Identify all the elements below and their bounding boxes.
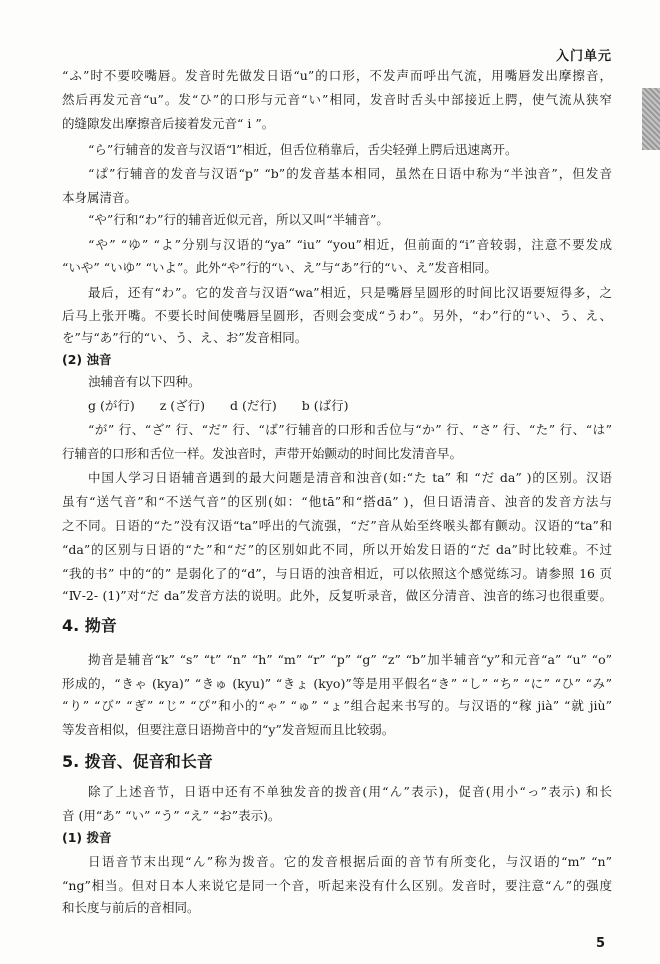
text-line: 拗音是辅音“k” “s” “t” “n” “h” “m” “r” “p” “g” “z” “b”加半辅音“y”和元音“a” “u” “o”	[88, 652, 612, 667]
text-line: を”与“あ”行的“い、う、え、お”发音相同。	[62, 330, 308, 345]
subsection-heading: (1) 拨音	[62, 830, 112, 845]
text-line: “ふ”时不要咬嘴唇。发音时先做发日语“u”的口形，不发声而呼出气流，用嘴唇发出摩擦音，	[62, 68, 612, 83]
text-line: “り” “び” “ぎ” “じ” “ぴ”和小的“ゃ” “ゅ” “ょ”组合起来书写的。与汉语的“稼 jià” “就 jiù”	[62, 698, 612, 713]
text-line: “いや” “いゆ” “いよ”。此外“や”行的“い、え”与“あ”行的“い、え”发音相同。	[62, 260, 497, 275]
thumb-index-tab	[642, 88, 660, 150]
text-line: 然后再发元音“u”。发“ひ”的口形与元音“い”相同，发音时舌头中部接近上腭，使气流从狭窄	[62, 92, 612, 107]
text-line: 的缝隙发出摩擦音后接着发元音“ i ”。	[62, 116, 275, 131]
text-line: 日语音节末出现“ん”称为拨音。它的发音根据后面的音节有所变化，与汉语的“m” “n”	[88, 854, 612, 869]
text-line: “や”行和“わ”行的辅音近似元音，所以又叫“半辅音”。	[88, 212, 389, 227]
running-header: 入门单元	[555, 49, 612, 64]
text-line: 和长度与前后的音相同。	[62, 900, 200, 915]
text-line: 行辅音的口形和舌位一样。发浊音时，声带开始颤动的时间比发清音早。	[62, 446, 463, 461]
text-line: “や” “ゆ” “よ”分别与汉语的“ya” “iu” “you”相近，但前面的“i”音较弱，注意不要发成	[88, 237, 612, 252]
text-line: 音 (用“あ” “い” “う” “え” “お”表示)。	[62, 808, 281, 823]
section-heading: 5. 拨音、促音和长音	[62, 752, 213, 771]
subsection-heading: (2) 浊音	[62, 352, 112, 367]
text-line: “が” 行、“ざ” 行、“だ” 行、“ば”行辅音的口形和舌位与“か” 行、“さ” 行、“た” 行、“は”	[88, 422, 612, 437]
text-line: “ら”行辅音的发音与汉语“l”相近，但舌位稍靠后，舌尖轻弹上腭后迅速离开。	[88, 142, 518, 157]
text-line: 浊辅音有以下四种。	[88, 374, 201, 389]
text-line: 最后，还有“わ”。它的发音与汉语“wa”相近，只是嘴唇呈圆形的时间比汉语要短得多，之	[88, 285, 612, 300]
text-line: 本身属清音。	[62, 190, 138, 205]
text-line: 形成的，“きゃ (kya)” “きゅ (kyu)” “きょ (kyo)”等是用平假名“き” “し” “ち” “に” “ひ” “み”	[62, 676, 612, 691]
section-heading: 4. 拗音	[62, 616, 117, 635]
text-line: “ng”相当。但对日本人来说它是同一个音，听起来没有什么区别。发音时，要注意“ん”的强度	[62, 878, 612, 893]
text-line: “我的书” 中的“的” 是弱化了的“d”，与日语的浊音相近，可以依照这个感觉练习。请参照 16 页	[62, 566, 612, 581]
text-line: “ぱ”行辅音的发音与汉语“p” “b”的发音基本相同，虽然在日语中称为“半浊音”，但发音	[88, 166, 612, 181]
text-line: 除了上述音节，日语中还有不单独发音的拨音(用“ん”表示)，促音(用小“っ”表示) 和长	[88, 784, 612, 799]
text-line: g (が行) z (ざ行) d (だ行) b (ば行)	[88, 398, 349, 413]
text-line: 后马上张开嘴。不要长时间使嘴唇呈圆形，否则会变成“うわ”。另外，“わ”行的“い、う、え、	[62, 308, 612, 323]
text-line: 等发音相似，但要注意日语拗音中的“y”发音短而且比较弱。	[62, 722, 395, 737]
text-line: 中国人学习日语辅音遇到的最大问题是清音和浊音(如:“た ta” 和 “だ da” )的区别。汉语	[88, 470, 612, 485]
text-line: 之不同。日语的“た”没有汉语“ta”呼出的气流强，“だ”音从始至终喉头都有颤动。汉语的“ta”和	[62, 518, 612, 533]
text-line: “Ⅳ-2- (1)”对“だ da”发音方法的说明。此外，反复听录音，做区分清音、浊音的练习也很重要。	[62, 588, 612, 603]
text-line: “da”的区别与日语的“た”和“だ”的区别如此不同，所以开始发日语的“だ da”时比较难。不过	[62, 542, 612, 557]
text-line: 虽有“送气音”和“不送气音”的区别(如：“他tā”和“搭dā” )，但日语清音、浊音的发音方法与	[62, 494, 612, 509]
page-number: 5	[596, 936, 606, 951]
